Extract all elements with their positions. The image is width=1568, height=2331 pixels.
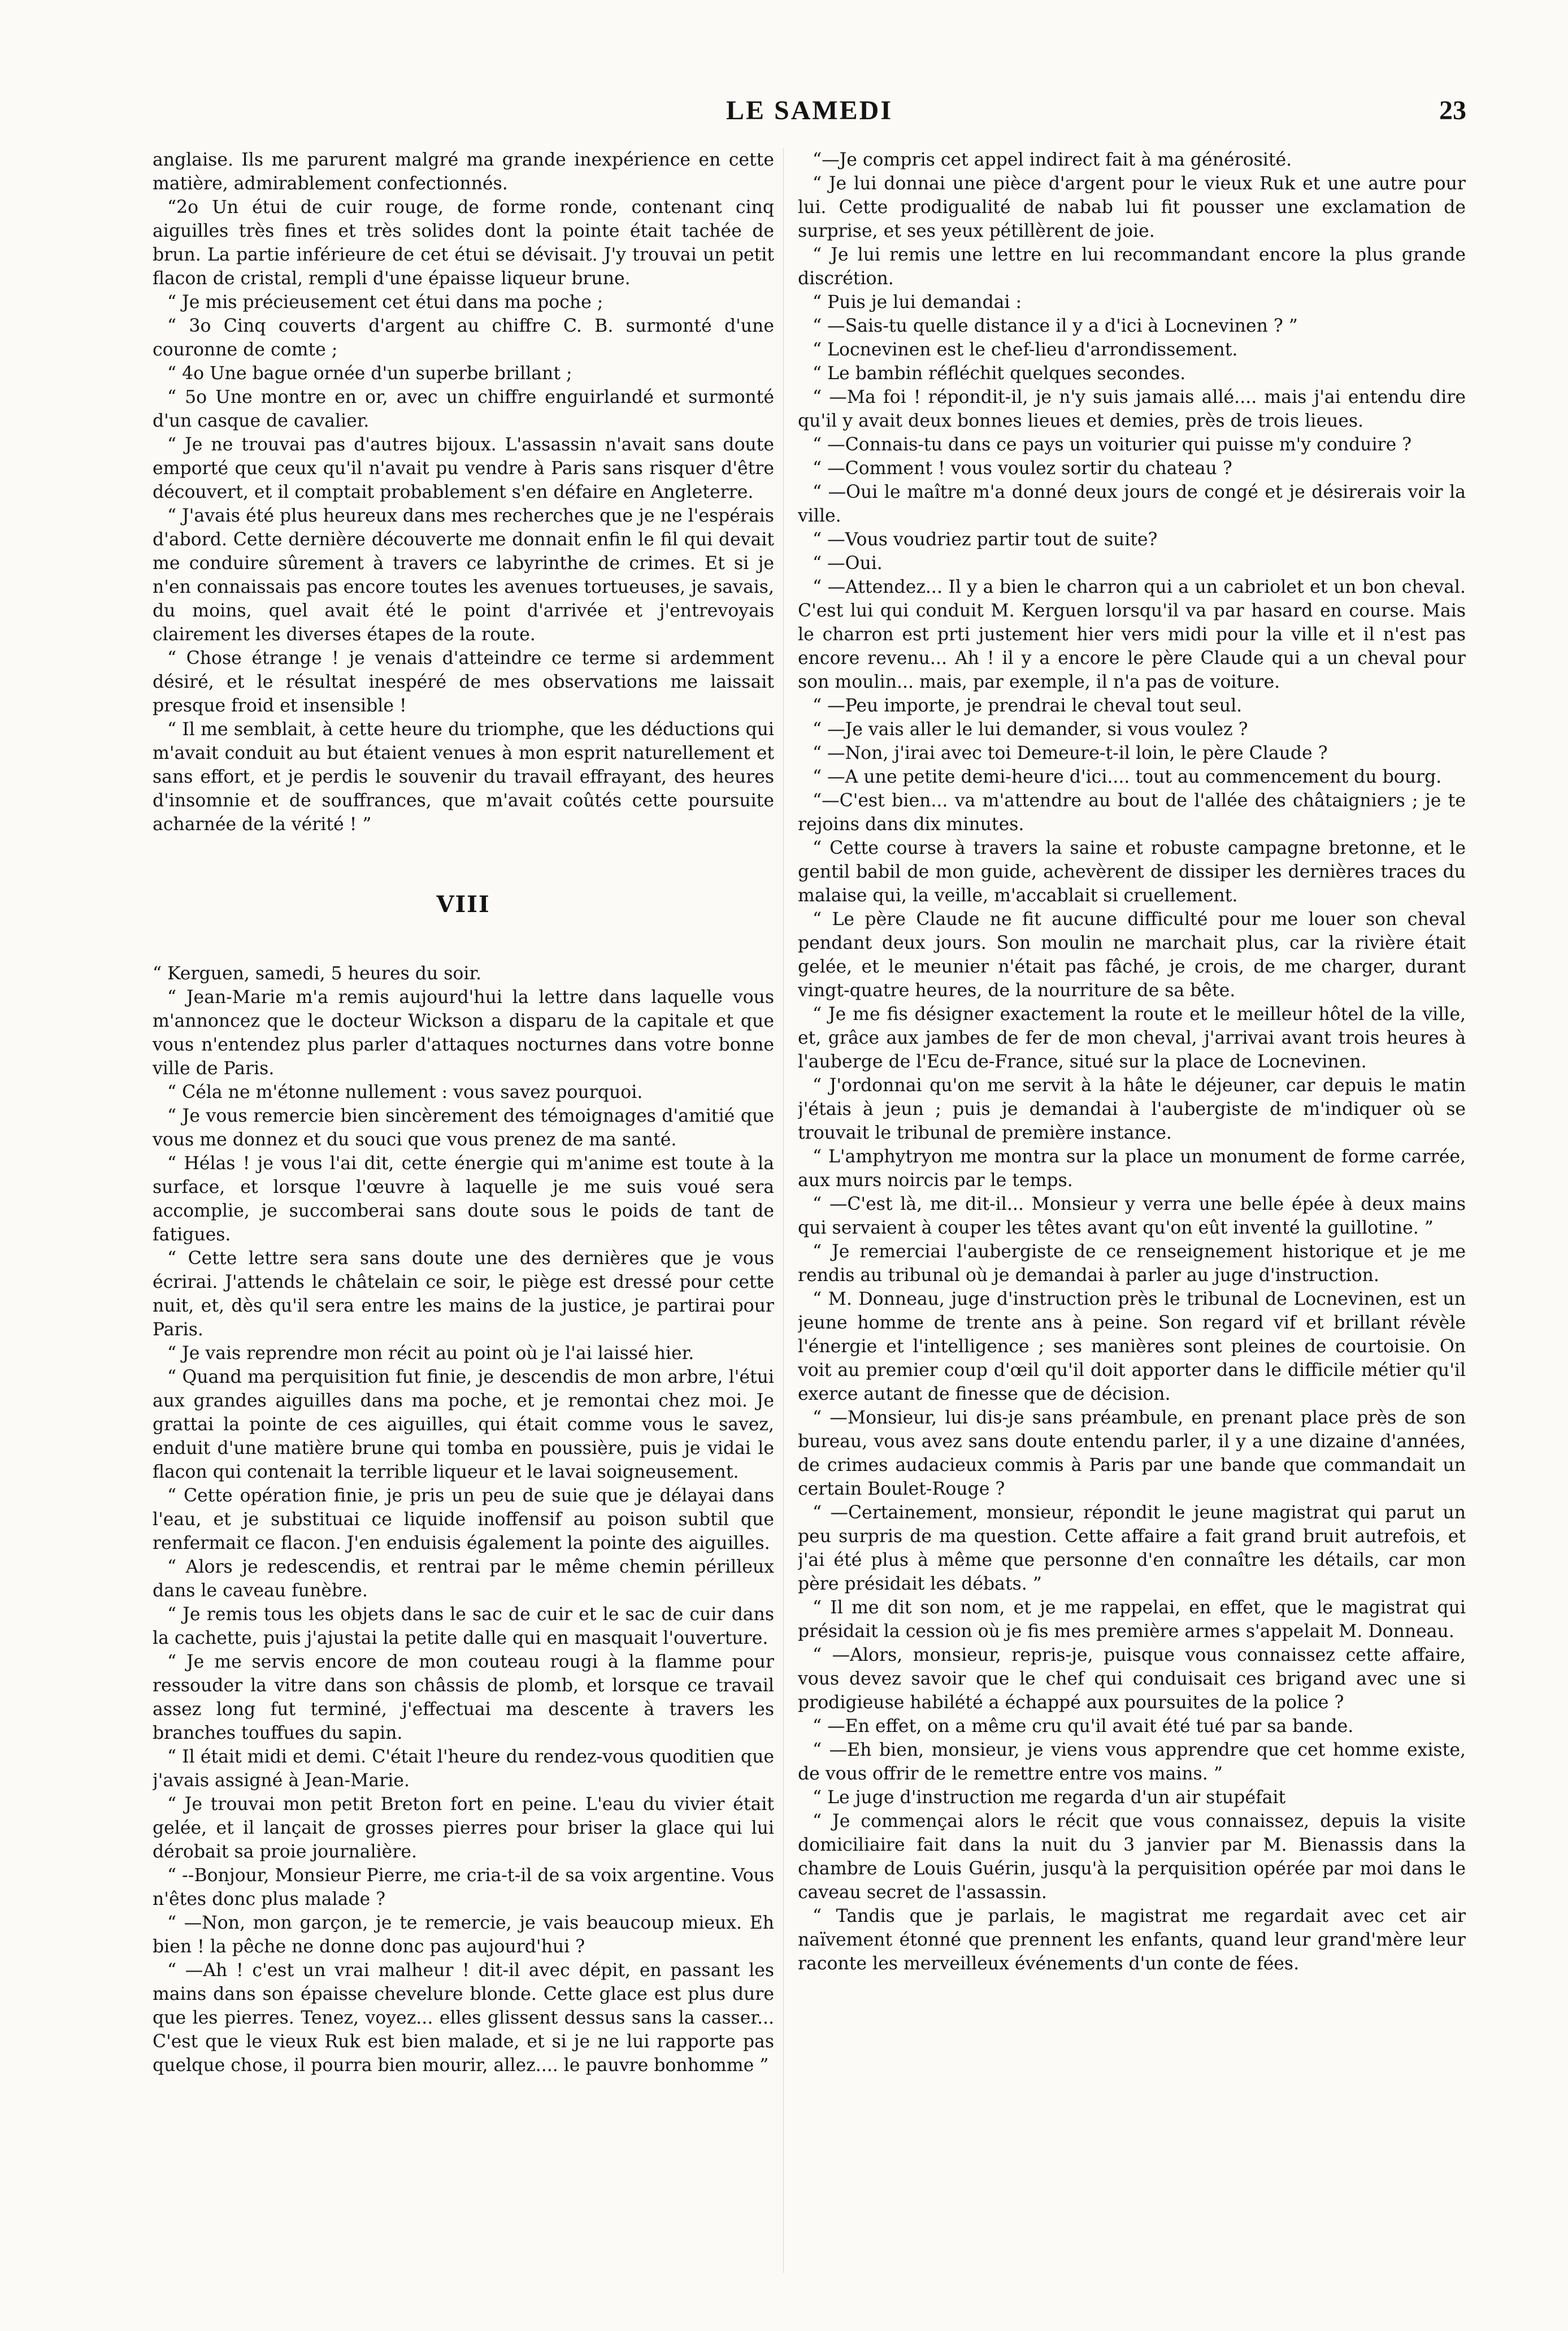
paragraph: “ —Vous voudriez partir tout de suite? [813,529,1158,550]
publication-title: LE SAMEDI [726,96,893,125]
paragraph: “ L'amphytryon me montra sur la place un monument de forme carrée, aux murs noircis par le temps. [798,1147,1466,1191]
paragraph: “ Il me dit son nom, et je me rappelai, en effet, que le magistrat qui présidait la cession où je fis mes première armes s'appelait M. Donneau. [798,1598,1466,1642]
paragraph: “ Je vais reprendre mon récit au point où je l'ai laissé hier. [167,1343,694,1364]
paragraph: “ J'ordonnai qu'on me servit à la hâte le déjeuner, car depuis le matin j'étais à jeun ; puis je demandai à l'aubergiste de m'indiquer où se trouvait le tribunal de première instance. [798,1075,1466,1143]
paragraph: “ Il me semblait, à cette heure du triomphe, que les déductions qui m'avait conduit au but étaient venues à mon esprit naturellement et sans effort, et je perdis le souvenir du travail effrayant, des heures d'insomnie et de souffrances, que m'avait coûtés cette poursuite acharnée de la vérité ! ” [153,719,774,835]
paragraph: “ Chose étrange ! je venais d'atteindre ce terme si ardemment désiré, et le résultat inespéré de mes observations me laissait presque froid et insensible ! [153,648,774,716]
paragraph: “ —Eh bien, monsieur, je viens vous apprendre que cet homme existe, de vous offrir de le remettre entre vos mains. ” [798,1740,1466,1784]
paragraph: “ 4o Une bague ornée d'un superbe brillant ; [167,363,572,384]
paragraph: “ —Alors, monsieur, repris-je, puisque vous connaissez cette affaire, vous devez savoir que le chef qui conduisait ces brigand avec une si prodigieuse habilété a échappé aux poursuites de la police ? [798,1645,1466,1713]
paragraph: anglaise. Ils me parurent malgré ma grande inexpérience en cette matière, admirablement confectionnés. [153,150,774,194]
paragraph: “2o Un étui de cuir rouge, de forme ronde, contenant cinq aiguilles très fines et très solides dont la pointe était tachée de brun. La partie inférieure de cet étui se dévisait. J'y trouvai un petit flacon de cristal, rempli d'une épaisse liqueur brune. [153,197,774,289]
right-column [798,148,1466,2290]
paragraph: “ Hélas ! je vous l'ai dit, cette énergie qui m'anime est toute à la surface, et lorsque l'œuvre à laquelle je me suis voué sera accomplie, je succomberai sans doute sous le poids de tant de fatigues. [153,1153,774,1245]
paragraph: “ Je commençai alors le récit que vous connaissez, depuis la visite domiciliaire fait dans la nuit du 3 janvier par M. Bienassis dans la chambre de Louis Guérin, jusqu'à la perquisition opérée par moi dans le caveau secret de l'assassin. [798,1811,1466,1903]
paragraph: “ Le père Claude ne fit aucune difficulté pour me louer son cheval pendant deux jours. Son moulin ne marchait plus, car la rivière était gelée, et le meunier n'était pas fâché, je crois, de me charger, durant vingt-quatre heures, de la nourriture de sa bête. [798,909,1466,1001]
section-heading: VIII [436,891,490,918]
paragraph: “ —C'est là, me dit-il... Monsieur y verra une belle épée à deux mains qui servaient à couper les têtes avant qu'on eût inventé la guillotine. ” [798,1194,1466,1238]
paragraph: “ Je me servis encore de mon couteau rougi à la flamme pour ressouder la vitre dans son châssis de plomb, et lorsque ce travail assez long fut terminé, j'effectuai ma descente à travers les branches touffues du sapin. [153,1652,774,1743]
letter-dateline: “ Kerguen, samedi, 5 heures du soir. [153,963,482,984]
paragraph: “ 3o Cinq couverts d'argent au chiffre C. B. surmonté d'une couronne de comte ; [153,316,774,360]
paragraph: “ —A une petite demi-heure d'ici.... tout au commencement du bourg. [813,767,1442,787]
paragraph: “ Jean-Marie m'a remis aujourd'hui la lettre dans laquelle vous m'annoncez que le docteur Wickson a disparu de la capitale et que vous n'entendez plus parler d'attaques nocturnes dans votre bonne ville de Paris. [153,987,774,1079]
paragraph: “ Tandis que je parlais, le magistrat me regardait avec cet air naïvement étonné que prennent les enfants, quand leur grand'mère leur raconte les merveilleux événements d'un conte de fées. [798,1906,1466,1974]
paragraph: “ J'avais été plus heureux dans mes recherches que je ne l'espérais d'abord. Cette dernière découverte me donnait enfin le fil qui devait me conduire sûrement à travers ce labyrinthe de crimes. Et si je n'en connaissais pas encore toutes les avenues tortueuses, je savais, du moins, quel avait été le point d'arrivée et j'entrevoyais clairement les diverses étapes de la route. [153,506,774,645]
paragraph: “ Je remerciai l'aubergiste de ce renseignement historique et je me rendis au tribunal où je demandai à parler au juge d'instruction. [798,1242,1466,1286]
paragraph: “ Céla ne m'étonne nullement : vous savez pourquoi. [167,1082,643,1102]
paragraph: “ —Non, mon garçon, je te remercie, je vais beaucoup mieux. Eh bien ! la pêche ne donne donc pas aujourd'hui ? [153,1913,774,1957]
paragraph: “ Je ne trouvai pas d'autres bijoux. L'assassin n'avait sans doute emporté que ceux qu'il n'avait pu vendre à Paris sans risquer d'être découvert, et il comptait probablement s'en défaire en Angleterre. [153,435,774,502]
paragraph: “ —Connais-tu dans ce pays un voiturier qui puisse m'y conduire ? [813,435,1412,455]
paragraph: “ —Ah ! c'est un vrai malheur ! dit-il avec dépit, en passant les mains dans son épaisse chevelure blonde. Cette glace est plus dure que les pierres. Tenez, voyez... elles glissent dessus sans la casser... C'est que le vieux Ruk est bien malade, et si je ne lui rapporte pas quelque chose, il pourra bien mourir, allez.... le pauvre bonhomme ” [153,1960,774,2076]
left-column-text-before [153,148,774,836]
paragraph: “ —Peu importe, je prendrai le cheval tout seul. [813,696,1243,716]
paragraph: “ Puis je lui demandai : [813,292,1022,312]
paragraph: “ M. Donneau, juge d'instruction près le tribunal de Locnevinen, est un jeune homme de trente ans à peine. Son regard vif et brillant révèle l'énergie et l'intelligence ; ses manières sont pleines de courtoisie. On voit au premier coup d'œil qu'il doit apporter dans le difficile métier qu'il exerce autant de finesse que de décision. [798,1289,1466,1404]
paragraph: “ Cette lettre sera sans doute une des dernières que je vous écrirai. J'attends le châtelain ce soir, le piège est dressé pour cette nuit, et, dès qu'il sera entre les mains de la justice, je partirai pour Paris. [153,1248,774,1340]
paragraph: “ Cette course à travers la saine et robuste campagne bretonne, et le gentil babil de mon guide, achevèrent de dissiper les dernières traces du malaise qui, la veille, m'accablait si cruellement. [798,838,1466,906]
paragraph: “ Je vous remercie bien sincèrement des témoignages d'amitié que vous me donnez et du souci que vous prenez de ma santé. [153,1106,774,1150]
paragraph: “—C'est bien... va m'attendre au bout de l'allée des châtaigniers ; je te rejoins dans dix minutes. [798,791,1466,835]
paragraph: “ Je lui remis une lettre en lui recommandant encore la plus grande discrétion. [798,245,1466,289]
paragraph: “ Cette opération finie, je pris un peu de suie que je délayai dans l'eau, et je substituai ce liquide inoffensif au poison subtil que renfermait ce flacon. J'en enduisis également la pointe des aiguilles. [153,1486,774,1553]
paragraph: “ Alors je redescendis, et rentrai par le même chemin périlleux dans le caveau funèbre. [153,1557,774,1601]
paragraph: “ Je me fis désigner exactement la route et le meilleur hôtel de la ville, et, grâce aux jambes de fer de mon cheval, j'arrivai avant trois heures à l'auberge de l'Ecu de-France, situé sur la place de Locnevinen. [798,1004,1466,1072]
paragraph: “ —Oui. [813,553,883,574]
paragraph: “ —Attendez... Il y a bien le charron qui a un cabriolet et un bon cheval. C'est lui qui conduit M. Kerguen lorsqu'il va par hasard en course. Mais le charron est prti justement hier vers midi pour la ville et il n'est pas encore revenu... Ah ! il y a encore le père Claude qui a un cheval pour son moulin... mais, par exemple, il n'a pas de voiture. [798,577,1466,692]
paragraph: “ --Bonjour, Monsieur Pierre, me cria-t-il de sa voix argentine. Vous n'êtes donc plus malade ? [153,1865,774,1909]
paragraph: “ —Oui le maître m'a donné deux jours de congé et je désirerais voir la ville. [798,482,1466,526]
paragraph: “ —En effet, on a même cru qu'il avait été tué par sa bande. [813,1716,1354,1737]
paragraph: “ —Comment ! vous voulez sortir du chateau ? [813,458,1232,479]
running-header [153,95,1466,129]
column-divider [783,148,784,2273]
paragraph: “ Quand ma perquisition fut finie, je descendis de mon arbre, l'étui aux grandes aiguilles dans ma poche, et je remontai chez moi. Je grattai la pointe de ces aiguilles, qui était comme vous le savez, enduit d'une matière brune qui tomba en poussière, puis je vidai le flacon qui contenait la terrible liqueur et le lavai soigneusement. [153,1367,774,1482]
paragraph: “ Locnevinen est le chef-lieu d'arrondissement. [813,340,1238,360]
paragraph: “ Je trouvai mon petit Breton fort en peine. L'eau du vivier était gelée, et il lançait de grosses pierres pour briser la glace qui lui dérobait sa proie journalière. [153,1794,774,1862]
paragraph: “ —Ma foi ! répondit-il, je n'y suis jamais allé.... mais j'ai entendu dire qu'il y avait deux bonnes lieues et demies, près de trois lieues. [798,387,1466,431]
paragraph: “ —Je vais aller le lui demander, si vous voulez ? [813,719,1248,740]
paragraph: “ —Monsieur, lui dis-je sans préambule, en prenant place près de son bureau, vous avez sans doute entendu parler, il y a une dizaine d'années, de crimes audacieux commis à Paris par une bande que commandait un certain Boulet-Rouge ? [798,1408,1466,1499]
left-column [153,148,774,2290]
paragraph: “ Je lui donnai une pièce d'argent pour le vieux Ruk et une autre pour lui. Cette prodigualité de nabab lui fit pousser une exclamation de surprise, et ses yeux pétillèrent de joie. [798,173,1466,241]
paragraph: “ —Non, j'irai avec toi Demeure-t-il loin, le père Claude ? [813,743,1328,763]
left-column-text-after [153,986,774,2077]
paragraph: “ Le bambin réfléchit quelques secondes. [813,363,1186,384]
paragraph: “ Je mis précieusement cet étui dans ma poche ; [167,292,603,312]
paragraph: “ Il était midi et demi. C'était l'heure du rendez-vous quoditien que j'avais assigné à Jean-Marie. [153,1747,774,1791]
paragraph: “—Je compris cet appel indirect fait à ma générosité. [813,150,1292,170]
paragraph: “ —Certainement, monsieur, répondit le jeune magistrat qui parut un peu surpris de ma question. Cette affaire a fait grand bruit autrefois, et j'ai été plus à même que personne d'en connaître les détails, car mon père présidait les débats. ” [798,1503,1466,1594]
paragraph: “ Le juge d'instruction me regarda d'un air stupéfait [813,1787,1286,1808]
paragraph: “ Je remis tous les objets dans le sac de cuir et le sac de cuir dans la cachette, puis j'ajustai la petite dalle qui en masquait l'ouverture. [153,1604,774,1648]
paragraph: “ 5o Une montre en or, avec un chiffre enguirlandé et surmonté d'un casque de cavalier. [153,387,774,431]
right-column-text [798,148,1466,1976]
page-number: 23 [1439,96,1466,125]
paragraph: “ —Sais-tu quelle distance il y a d'ici à Locnevinen ? ” [813,316,1298,336]
